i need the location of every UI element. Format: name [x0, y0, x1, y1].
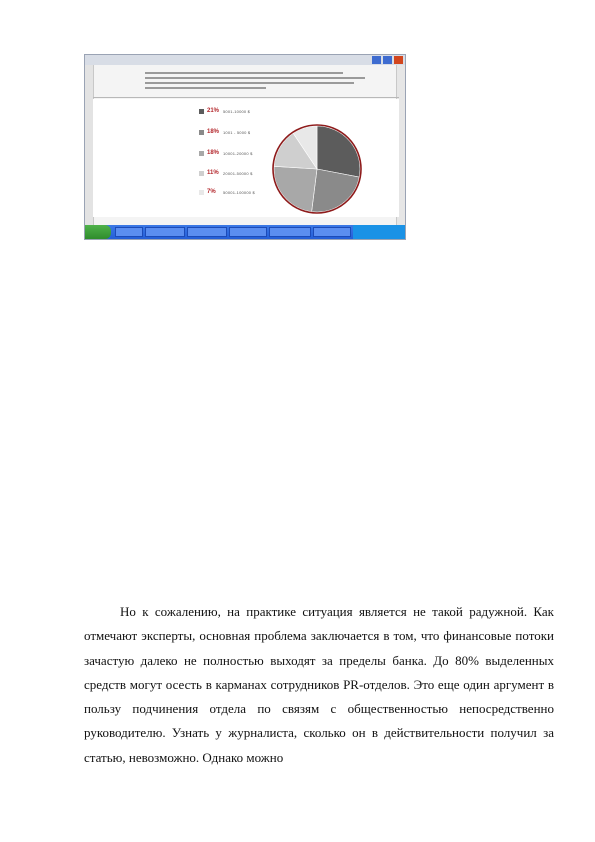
legend-item	[199, 107, 250, 115]
pie-slice	[317, 126, 360, 177]
divider	[93, 97, 399, 98]
legend-swatch	[199, 109, 204, 114]
legend-label: 20001-50000 $	[223, 170, 253, 176]
close-icon[interactable]	[394, 56, 403, 64]
legend-label: 10001-20000 $	[223, 150, 253, 156]
legend-percent: 7%	[207, 189, 216, 195]
legend-item	[199, 128, 250, 136]
taskbar-item[interactable]	[187, 227, 227, 237]
pie-slice	[312, 169, 360, 212]
taskbar-item[interactable]	[313, 227, 351, 237]
taskbar	[85, 225, 405, 239]
legend-label: 1001 - 5000 $	[223, 129, 251, 135]
legend-item	[199, 169, 253, 177]
minimize-icon[interactable]	[383, 56, 392, 64]
legend-swatch	[199, 190, 204, 195]
body-text	[84, 600, 554, 770]
paragraph: Но к сожалению, на практике ситуация является не такой радужной. Как отмечают эксперты, основная проблема заключается в том, что финансовые потоки зачастую далеко не полностью выходят за пределы банка. До 80% выделенных средств могут осесть в карманах сотрудников PR-отделов. Это еще один аргумент в пользу подчинения отдела по связям с общественностью непосредственно руководителю. Узнать у журналиста, сколько он в действительности получил за статью, невозможно. Однако можно	[84, 604, 554, 765]
legend-item	[199, 149, 253, 157]
legend-percent: 11%	[207, 170, 219, 176]
legend-swatch	[199, 130, 204, 135]
taskbar-item[interactable]	[229, 227, 267, 237]
legend-item	[199, 188, 255, 196]
legend-percent: 21%	[207, 108, 220, 114]
taskbar-item[interactable]	[269, 227, 311, 237]
system-tray	[353, 225, 405, 239]
legend-swatch	[199, 151, 204, 156]
maximize-icon[interactable]	[372, 56, 381, 64]
pie-slice	[274, 166, 317, 211]
legend-label: 50001-100000 $	[223, 189, 255, 195]
pie-chart	[271, 123, 363, 215]
taskbar-item[interactable]	[145, 227, 185, 237]
embedded-screenshot	[84, 54, 406, 240]
blurred-text-block	[145, 69, 365, 97]
taskbar-item[interactable]	[115, 227, 143, 237]
legend-percent: 18%	[207, 150, 220, 156]
legend-percent: 18%	[207, 129, 220, 135]
window-title-bar	[85, 55, 405, 65]
legend-swatch	[199, 171, 204, 176]
legend-label: 5001-10000 $	[223, 108, 251, 114]
start-button[interactable]	[85, 225, 111, 239]
